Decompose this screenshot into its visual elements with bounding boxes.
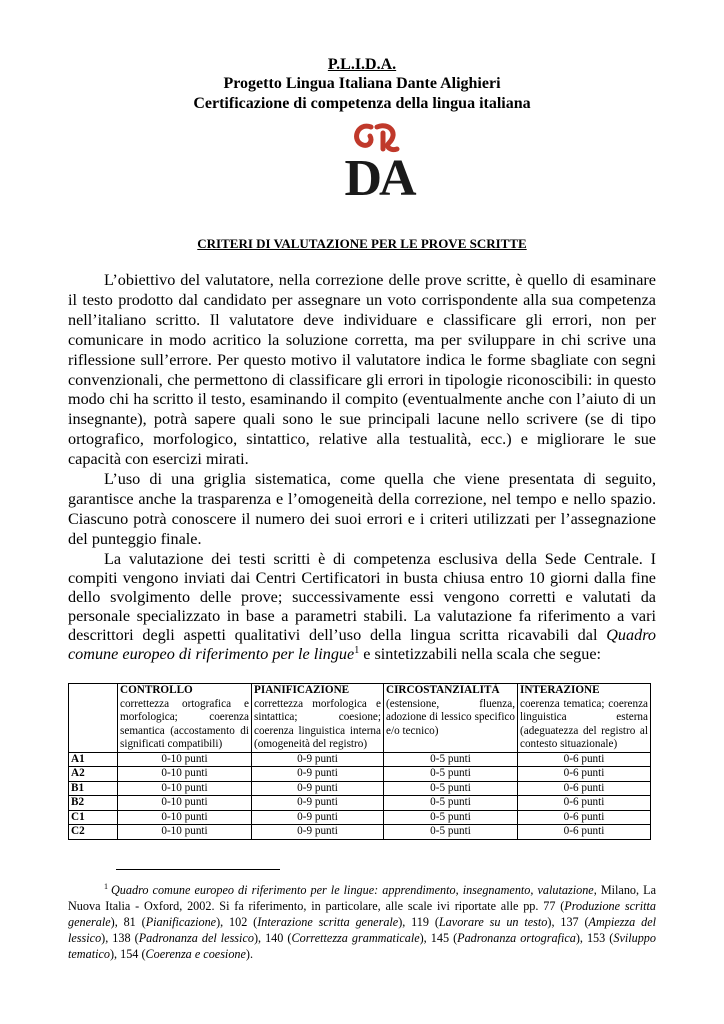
paragraph-3-text-a: La valutazione dei testi scritti è di competenza esclusiva della Sede Centrale. I compiti vengono inviati dai Centri Certificatori in busta chiusa entro 10 giorni dalla fine dello svolgimento delle prove; successivamente essi vengono corretti e valutati da personale specializzato in base a parametri stabili. La valutazione fa riferimento a vari descrittori degli aspetti qualitativi dell’uso della lingua scritta ricavabili dal xyxy=(68,549,656,644)
footnote-title-run: Ampiezza del lessico xyxy=(68,915,656,945)
score-cell: 0-9 punti xyxy=(252,781,384,796)
footnote-reference: 1 xyxy=(354,644,360,656)
level-label: A1 xyxy=(69,752,118,767)
score-cell: 0-9 punti xyxy=(252,796,384,811)
footnote-title-run: Correttezza grammaticale xyxy=(291,931,420,945)
dante-alighieri-logo xyxy=(333,121,425,199)
table-row xyxy=(69,810,651,825)
column-title: INTERAZIONE xyxy=(520,684,600,696)
footnote-paragraph xyxy=(68,882,656,962)
section-title: CRITERI DI VALUTAZIONE PER LE PROVE SCRITTE xyxy=(197,236,527,251)
column-description: correttezza morfologica e sintattica; coesione; coerenza linguistica interna (omogeneità del registro) xyxy=(254,697,381,750)
footnote-text-run: ). xyxy=(245,947,254,961)
score-cell: 0-10 punti xyxy=(118,767,252,782)
footnote-text-run: ), 145 ( xyxy=(419,931,458,945)
footnote-title-run: Interazione scritta generale xyxy=(257,915,399,929)
footnote-text-run: ), 81 ( xyxy=(110,915,146,929)
footnote-title-run: Sviluppo tematico xyxy=(68,931,656,961)
footnote-text-run: ), 137 ( xyxy=(547,915,589,929)
footnote-text-run: , Milano, La Nuova Italia - Oxford, 2002. Si fa riferimento, in particolare, alle scale ivi riportate alle pp. 77 ( xyxy=(68,883,656,913)
paragraph-3-text-b: e sintetizzabili nella scala che segue: xyxy=(359,644,602,663)
column-title: CIRCOSTANZIALITÀ xyxy=(386,684,500,696)
grid-header xyxy=(69,684,651,753)
column-header-circostanzialita xyxy=(384,684,518,753)
paragraph-2: L’uso di una griglia sistematica, come quella che viene presentata di seguito, garantisce anche la trasparenza e l’omogeneità della correzione, nel tempo e nello spazio. Ciascuno potrà conoscere il numero dei suoi errori e i criteri utilizzati per l’assegnazione del punteggio finale. xyxy=(68,470,656,548)
table-row xyxy=(69,781,651,796)
score-cell: 0-5 punti xyxy=(384,752,518,767)
score-cell: 0-5 punti xyxy=(384,781,518,796)
column-description: coerenza tematica; coerenza linguistica esterna (adeguatezza del registro al contesto situazionale) xyxy=(520,697,648,750)
cefr-title: Quadro comune europeo di riferimento per le lingue xyxy=(68,625,656,663)
column-description: (estensione, fluenza, adozione di lessico specifico e/o tecnico) xyxy=(386,697,515,737)
project-title: Progetto Lingua Italiana Dante Alighieri xyxy=(223,75,501,92)
score-cell: 0-10 punti xyxy=(118,781,252,796)
score-cell: 0-6 punti xyxy=(518,825,651,840)
table-row xyxy=(69,767,651,782)
score-cell: 0-9 punti xyxy=(252,810,384,825)
paragraph-3 xyxy=(68,550,656,664)
score-cell: 0-9 punti xyxy=(252,825,384,840)
score-cell: 0-10 punti xyxy=(118,752,252,767)
column-header-controllo xyxy=(118,684,252,753)
logo-letters: DA xyxy=(344,150,414,199)
grid-header-row xyxy=(69,684,651,753)
body-text xyxy=(68,271,656,664)
level-label: B1 xyxy=(69,781,118,796)
score-cell: 0-10 punti xyxy=(118,796,252,811)
score-cell: 0-6 punti xyxy=(518,752,651,767)
score-cell: 0-6 punti xyxy=(518,796,651,811)
level-label: B2 xyxy=(69,796,118,811)
column-header-interazione xyxy=(518,684,651,753)
column-title: PIANIFICAZIONE xyxy=(254,684,350,696)
score-cell: 0-5 punti xyxy=(384,810,518,825)
corner-cell xyxy=(69,684,118,753)
paragraph-1: L’obiettivo del valutatore, nella correzione delle prove scritte, è quello di esaminare il testo prodotto dal candidato per assegnare un voto corrispondente alla sua competenza nell’italiano scritto. Il valutatore deve individuare e classificare gli errori, non per comunicare in modo acritico la soluzione corretta, ma per sviluppare in chi scrive una riflessione sull’errore. Per questo motivo il valutatore indica le forme sbagliate con segni convenzionali, che permettono di classificare gli errori in tipologie riconoscibili: in questo modo chi ha scritto il testo, esaminando il compito (eventualmente anche con l’aiuto di un insegnante), potrà sapere quali sono le sue principali lacune nello scrivere (se di tipo ortografico, morfologico, sintattico, relative alla testualità, ecc.) e migliorare le sue capacità con esercizi mirati. xyxy=(68,271,656,469)
footnote-title-run: Pianificazione xyxy=(145,915,217,929)
table-row xyxy=(69,752,651,767)
score-cell: 0-5 punti xyxy=(384,767,518,782)
score-cell: 0-6 punti xyxy=(518,781,651,796)
footnote-title-run: Padronanza ortografica xyxy=(457,931,576,945)
footnote-title-run: Padronanza del lessico xyxy=(138,931,254,945)
score-cell: 0-6 punti xyxy=(518,810,651,825)
footnote-text-run: ), 102 ( xyxy=(216,915,258,929)
evaluation-grid xyxy=(68,683,651,840)
footnote-title-run: Produzione scritta generale xyxy=(68,899,656,929)
footnote-text-run: ), 119 ( xyxy=(398,915,439,929)
footnote-text-run: ), 153 ( xyxy=(575,931,614,945)
footnote-title-run: Quadro comune europeo di riferimento per le lingue: apprendimento, insegnamento, valutazione xyxy=(111,883,594,897)
column-title: CONTROLLO xyxy=(120,684,193,696)
score-cell: 0-10 punti xyxy=(118,825,252,840)
footnote-title-run: Lavorare su un testo xyxy=(438,915,548,929)
footnote xyxy=(68,882,656,962)
score-cell: 0-5 punti xyxy=(384,825,518,840)
grid-body xyxy=(69,752,651,839)
column-header-pianificazione xyxy=(252,684,384,753)
table-row xyxy=(69,825,651,840)
level-label: A2 xyxy=(69,767,118,782)
level-label: C2 xyxy=(69,825,118,840)
certification-title: Certificazione di competenza della lingua italiana xyxy=(193,95,531,112)
acronym-title: P.L.I.D.A. xyxy=(327,56,397,73)
score-cell: 0-9 punti xyxy=(252,767,384,782)
level-label: C1 xyxy=(69,810,118,825)
footnote-text-run: ), 154 ( xyxy=(109,947,146,961)
logo-graphic xyxy=(333,121,425,199)
column-description: correttezza ortografica e morfologica; coerenza semantica (accostamento di significati compatibili) xyxy=(120,697,249,750)
score-cell: 0-6 punti xyxy=(518,767,651,782)
score-cell: 0-10 punti xyxy=(118,810,252,825)
footnote-title-run: Coerenza e coesione xyxy=(145,947,246,961)
footnote-text-run: ), 138 ( xyxy=(101,931,139,945)
table-row xyxy=(69,796,651,811)
footnote-marker: 1 xyxy=(104,882,108,891)
score-cell: 0-9 punti xyxy=(252,752,384,767)
score-cell: 0-5 punti xyxy=(384,796,518,811)
footnote-separator xyxy=(116,869,280,870)
footnote-text-run: ), 140 ( xyxy=(253,931,292,945)
